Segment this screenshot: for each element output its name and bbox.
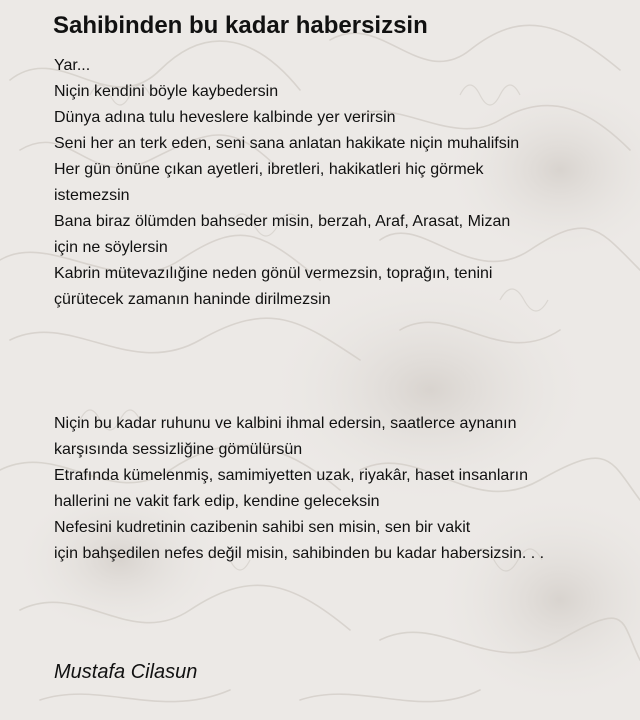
- poem-line: için ne söylersin: [54, 239, 168, 256]
- poem-line: Yar...: [54, 57, 91, 74]
- poem-line: Etrafında kümelenmiş, samimiyetten uzak, riyakâr, haset insanların: [54, 467, 528, 484]
- poem-stanza-1: [54, 53, 519, 313]
- poem-line: çürütecek zamanın haninde dirilmezsin: [54, 291, 331, 308]
- poem-line: Her gün önüne çıkan ayetleri, ibretleri, hakikatleri hiç görmek: [54, 161, 484, 178]
- poem-line: için bahşedilen nefes değil misin, sahibinden bu kadar habersizsin. . .: [54, 545, 545, 562]
- poem-line: Bana biraz ölümden bahseder misin, berzah, Araf, Arasat, Mizan: [54, 213, 511, 230]
- poem-line: Dünya adına tulu heveslere kalbinde yer verirsin: [54, 109, 396, 126]
- poem-line: hallerini ne vakit fark edip, kendine geleceksin: [54, 493, 380, 510]
- poem-line: karşısında sessizliğine gömülürsün: [54, 441, 303, 458]
- poem-line: Niçin bu kadar ruhunu ve kalbini ihmal edersin, saatlerce aynanın: [54, 415, 517, 432]
- poem-line: istemezsin: [54, 187, 130, 204]
- poem-author: Mustafa Cilasun: [54, 661, 198, 683]
- poem-line: Niçin kendini böyle kaybedersin: [54, 83, 279, 100]
- poem-line: Seni her an terk eden, seni sana anlatan hakikate niçin muhalifsin: [54, 135, 520, 152]
- poem-line: Kabrin mütevazılığine neden gönül vermezsin, toprağın, tenini: [54, 265, 493, 282]
- poem-line: Nefesini kudretinin cazibenin sahibi sen misin, sen bir vakit: [54, 519, 471, 536]
- poem-stanza-2: [54, 411, 544, 567]
- poem-title: Sahibinden bu kadar habersizsin: [53, 12, 428, 39]
